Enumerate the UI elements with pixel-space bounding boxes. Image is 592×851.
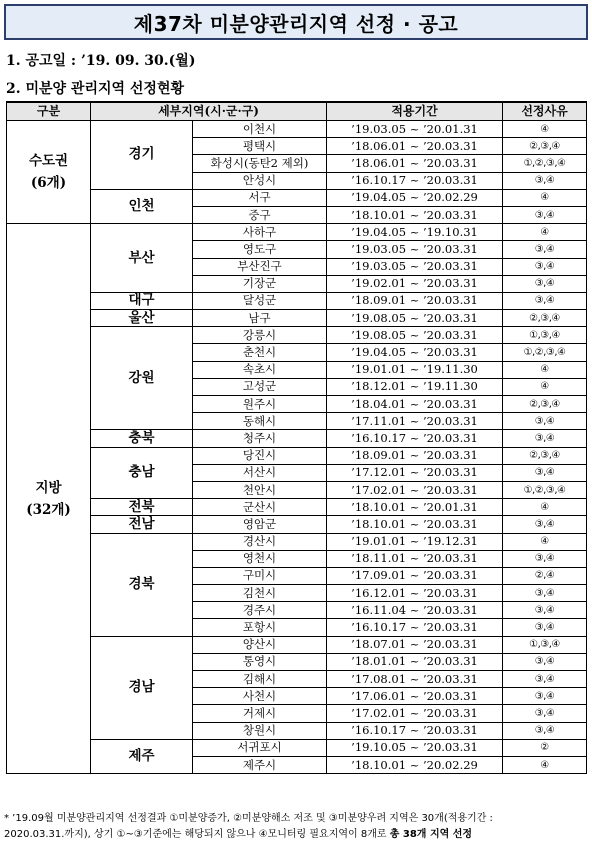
area-cell: 춘천시 [193, 344, 327, 361]
province-cell: 울산 [91, 310, 193, 327]
province-cell: 충남 [91, 447, 193, 499]
table-row [7, 327, 587, 344]
reason-cell: ①,②,③,④ [503, 344, 587, 361]
area-cell: 김해시 [193, 671, 327, 688]
period-cell: ’18.10.01 ~ ’20.03.31 [327, 516, 503, 533]
reason-cell: ③,④ [503, 241, 587, 258]
period-cell: ’16.10.17 ~ ’20.03.31 [327, 172, 503, 189]
period-cell: ’18.12.01 ~ ’19.11.30 [327, 378, 503, 395]
reason-cell: ②,④ [503, 567, 587, 584]
reason-cell: ③,④ [503, 464, 587, 481]
province-cell: 부산 [91, 224, 193, 293]
area-cell: 부산진구 [193, 258, 327, 275]
area-cell: 사천시 [193, 688, 327, 705]
reason-cell: ③,④ [503, 619, 587, 636]
reason-cell: ③,④ [503, 688, 587, 705]
area-cell: 창원시 [193, 722, 327, 739]
period-cell: ’19.08.05 ~ ’20.03.31 [327, 327, 503, 344]
province-cell: 충북 [91, 430, 193, 447]
reason-cell: ④ [503, 121, 587, 138]
header-category: 구분 [7, 102, 91, 121]
province-cell: 대구 [91, 292, 193, 309]
area-cell: 청주시 [193, 430, 327, 447]
period-cell: ’17.02.01 ~ ’20.03.31 [327, 481, 503, 498]
area-cell: 동해시 [193, 413, 327, 430]
area-cell: 천안시 [193, 481, 327, 498]
period-cell: ’19.01.01 ~ ’19.12.31 [327, 533, 503, 550]
period-cell: ’19.03.05 ~ ’20.03.31 [327, 258, 503, 275]
table-row [7, 224, 587, 241]
period-cell: ’18.07.01 ~ ’20.03.31 [327, 636, 503, 653]
area-cell: 원주시 [193, 396, 327, 413]
reason-cell: ③,④ [503, 413, 587, 430]
footnote [4, 811, 590, 843]
area-cell: 통영시 [193, 653, 327, 670]
period-cell: ’19.02.01 ~ ’20.03.31 [327, 275, 503, 292]
reason-cell: ③,④ [503, 292, 587, 309]
table-row [7, 516, 587, 533]
announcement-date: 1. 공고일 : ’19. 09. 30.(월) [6, 53, 196, 69]
table-row [7, 739, 587, 756]
table-row [7, 310, 587, 327]
reason-cell: ①,②,③,④ [503, 481, 587, 498]
period-cell: ’18.01.01 ~ ’20.03.31 [327, 653, 503, 670]
period-cell: ’17.02.01 ~ ’20.03.31 [327, 705, 503, 722]
period-cell: ’19.10.05 ~ ’20.03.31 [327, 739, 503, 756]
region-group-cell: 수도권 (6개) [7, 121, 91, 224]
reason-cell: ③,④ [503, 258, 587, 275]
reason-cell: ①,③,④ [503, 636, 587, 653]
area-cell: 서산시 [193, 464, 327, 481]
table-header-row [7, 102, 587, 121]
reason-cell: ③,④ [503, 516, 587, 533]
reason-cell: ④ [503, 189, 587, 206]
period-cell: ’19.04.05 ~ ’20.02.29 [327, 189, 503, 206]
province-cell: 경북 [91, 533, 193, 636]
reason-cell: ③,④ [503, 585, 587, 602]
period-cell: ’19.04.05 ~ ’19.10.31 [327, 224, 503, 241]
header-period: 적용기간 [327, 102, 503, 121]
reason-cell: ③,④ [503, 722, 587, 739]
area-cell: 김천시 [193, 585, 327, 602]
area-cell: 포항시 [193, 619, 327, 636]
area-cell: 군산시 [193, 499, 327, 516]
area-cell: 서구 [193, 189, 327, 206]
table-row [7, 447, 587, 464]
area-cell: 속초시 [193, 361, 327, 378]
area-cell: 경산시 [193, 533, 327, 550]
area-cell: 서귀포시 [193, 739, 327, 756]
reason-cell: ④ [503, 361, 587, 378]
period-cell: ’19.04.05 ~ ’20.03.31 [327, 344, 503, 361]
table-row [7, 499, 587, 516]
period-cell: ’18.09.01 ~ ’20.03.31 [327, 447, 503, 464]
reason-cell: ②,③,④ [503, 310, 587, 327]
area-cell: 영암군 [193, 516, 327, 533]
table-body [7, 121, 587, 774]
period-cell: ’19.03.05 ~ ’20.03.31 [327, 241, 503, 258]
province-cell: 경남 [91, 636, 193, 739]
area-cell: 남구 [193, 310, 327, 327]
reason-cell: ④ [503, 224, 587, 241]
region-group-cell: 지방 (32개) [7, 224, 91, 774]
period-cell: ’16.12.01 ~ ’20.03.31 [327, 585, 503, 602]
period-cell: ’18.06.01 ~ ’20.03.31 [327, 138, 503, 155]
reason-cell: ①,③,④ [503, 327, 587, 344]
table-row [7, 430, 587, 447]
province-cell: 제주 [91, 739, 193, 773]
period-cell: ’18.10.01 ~ ’20.02.29 [327, 756, 503, 773]
reason-cell: ③,④ [503, 172, 587, 189]
reason-cell: ③,④ [503, 653, 587, 670]
period-cell: ’18.10.01 ~ ’20.03.31 [327, 206, 503, 223]
area-cell: 이천시 [193, 121, 327, 138]
area-cell: 영도구 [193, 241, 327, 258]
area-cell: 강릉시 [193, 327, 327, 344]
period-cell: ’17.09.01 ~ ’20.03.31 [327, 567, 503, 584]
province-cell: 전남 [91, 516, 193, 533]
reason-cell: ③,④ [503, 206, 587, 223]
period-cell: ’16.10.17 ~ ’20.03.31 [327, 430, 503, 447]
area-cell: 거제시 [193, 705, 327, 722]
reason-cell: ②,③,④ [503, 138, 587, 155]
period-cell: ’19.08.05 ~ ’20.03.31 [327, 310, 503, 327]
period-cell: ’17.11.01 ~ ’20.03.31 [327, 413, 503, 430]
period-cell: ’17.08.01 ~ ’20.03.31 [327, 671, 503, 688]
province-cell: 강원 [91, 327, 193, 430]
footnote-total: 총 38개 지역 선정 [389, 829, 473, 840]
period-cell: ’18.06.01 ~ ’20.03.31 [327, 155, 503, 172]
reason-cell: ④ [503, 756, 587, 773]
reason-cell: ②,③,④ [503, 396, 587, 413]
table-row [7, 292, 587, 309]
reason-cell: ④ [503, 533, 587, 550]
footnote-line-2 [4, 827, 590, 843]
table-row [7, 533, 587, 550]
area-cell: 평택시 [193, 138, 327, 155]
province-cell: 인천 [91, 189, 193, 223]
reason-cell: ③,④ [503, 602, 587, 619]
area-cell: 중구 [193, 206, 327, 223]
period-cell: ’16.11.04 ~ ’20.03.31 [327, 602, 503, 619]
area-cell: 당진시 [193, 447, 327, 464]
designated-areas-table [6, 101, 587, 774]
reason-cell: ②,③,④ [503, 447, 587, 464]
area-cell: 양산시 [193, 636, 327, 653]
table-row [7, 189, 587, 206]
area-cell: 제주시 [193, 756, 327, 773]
reason-cell: ③,④ [503, 550, 587, 567]
period-cell: ’19.03.05 ~ ’20.01.31 [327, 121, 503, 138]
area-cell: 달성군 [193, 292, 327, 309]
area-cell: 안성시 [193, 172, 327, 189]
page-title: 제37차 미분양관리지역 선정 · 공고 [133, 11, 459, 36]
period-cell: ’17.12.01 ~ ’20.03.31 [327, 464, 503, 481]
period-cell: ’18.04.01 ~ ’20.03.31 [327, 396, 503, 413]
footnote-line-2-text: 2020.03.31.까지), 상기 ①~③기준에는 해당되지 않으나 ④모니터링 필요지역이 8개로 [4, 829, 390, 840]
province-cell: 경기 [91, 121, 193, 190]
reason-cell: ①,②,③,④ [503, 155, 587, 172]
period-cell: ’16.10.17 ~ ’20.03.31 [327, 619, 503, 636]
area-cell: 구미시 [193, 567, 327, 584]
table-row [7, 121, 587, 138]
period-cell: ’18.09.01 ~ ’20.03.31 [327, 292, 503, 309]
reason-cell: ④ [503, 499, 587, 516]
period-cell: ’18.11.01 ~ ’20.03.31 [327, 550, 503, 567]
area-cell: 기장군 [193, 275, 327, 292]
title-banner [4, 4, 588, 40]
reason-cell: ③,④ [503, 705, 587, 722]
header-area: 세부지역(시·군·구) [91, 102, 327, 121]
area-cell: 사하구 [193, 224, 327, 241]
period-cell: ’17.06.01 ~ ’20.03.31 [327, 688, 503, 705]
reason-cell: ③,④ [503, 671, 587, 688]
table-row [7, 636, 587, 653]
header-reason: 선정사유 [503, 102, 587, 121]
reason-cell: ④ [503, 378, 587, 395]
area-cell: 화성시(동탄2 제외) [193, 155, 327, 172]
reason-cell: ② [503, 739, 587, 756]
period-cell: ’16.10.17 ~ ’20.03.31 [327, 722, 503, 739]
section-heading: 2. 미분양 관리지역 선정현황 [6, 81, 185, 97]
reason-cell: ③,④ [503, 430, 587, 447]
period-cell: ’19.01.01 ~ ’19.11.30 [327, 361, 503, 378]
footnote-line-1: * ’19.09월 미분양관리지역 선정결과 ①미분양증가, ②미분양해소 저조 및 ③미분양우려 지역은 30개(적용기간 : [4, 813, 493, 824]
area-cell: 경주시 [193, 602, 327, 619]
period-cell: ’18.10.01 ~ ’20.01.31 [327, 499, 503, 516]
province-cell: 전북 [91, 499, 193, 516]
area-cell: 영천시 [193, 550, 327, 567]
area-cell: 고성군 [193, 378, 327, 395]
reason-cell: ③,④ [503, 275, 587, 292]
